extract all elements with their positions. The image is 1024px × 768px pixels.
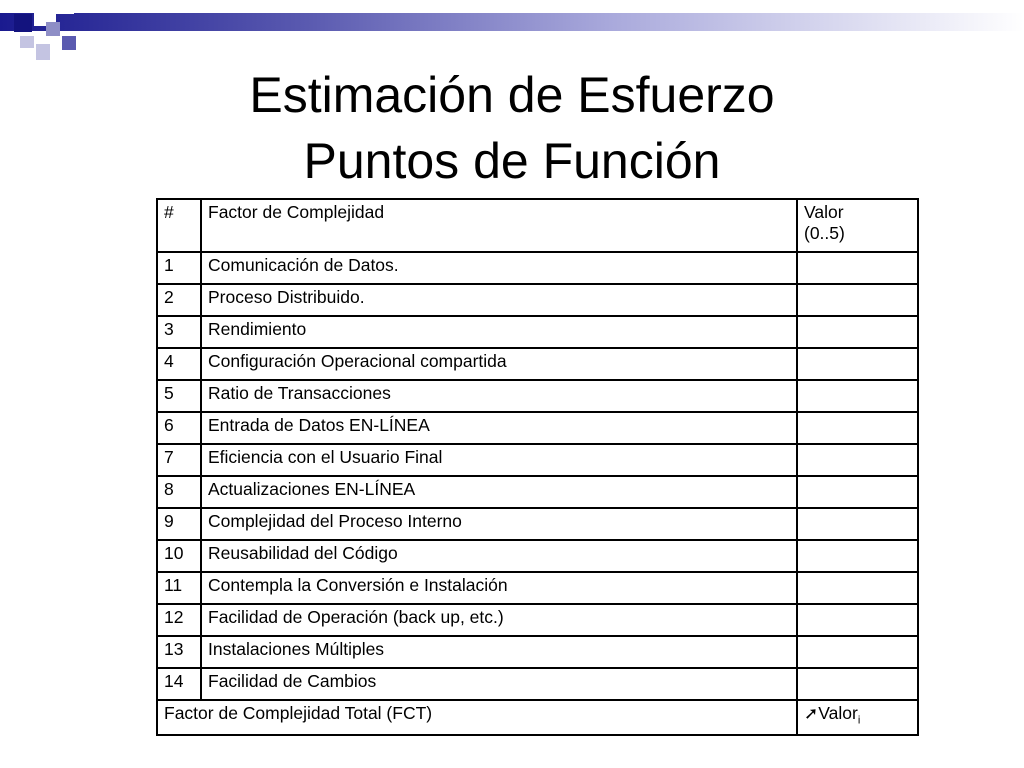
row-number: 5 <box>157 380 201 412</box>
table-row <box>157 476 918 508</box>
table-row <box>157 252 918 284</box>
header-value-line-1: Valor <box>804 202 844 222</box>
row-number: 14 <box>157 668 201 700</box>
row-value <box>797 316 918 348</box>
row-number: 1 <box>157 252 201 284</box>
row-number: 2 <box>157 284 201 316</box>
row-number: 11 <box>157 572 201 604</box>
slide-title <box>0 62 1024 194</box>
table-header-row <box>157 199 918 252</box>
table-row <box>157 604 918 636</box>
table-row <box>157 540 918 572</box>
row-factor: Configuración Operacional compartida <box>201 348 797 380</box>
header-gradient-bar <box>0 13 1024 31</box>
table-row <box>157 508 918 540</box>
row-number: 7 <box>157 444 201 476</box>
decorative-square <box>14 14 32 32</box>
row-factor: Facilidad de Cambios <box>201 668 797 700</box>
row-value <box>797 412 918 444</box>
table-row <box>157 316 918 348</box>
table-row <box>157 668 918 700</box>
row-value <box>797 444 918 476</box>
table-row <box>157 636 918 668</box>
row-factor: Entrada de Datos EN-LÍNEA <box>201 412 797 444</box>
row-factor: Instalaciones Múltiples <box>201 636 797 668</box>
table-row <box>157 348 918 380</box>
row-factor: Eficiencia con el Usuario Final <box>201 444 797 476</box>
row-value <box>797 508 918 540</box>
decorative-square <box>20 36 34 48</box>
row-number: 3 <box>157 316 201 348</box>
row-number: 12 <box>157 604 201 636</box>
footer-total-value <box>797 700 918 735</box>
row-value <box>797 572 918 604</box>
table-footer-row <box>157 700 918 735</box>
row-factor: Facilidad de Operación (back up, etc.) <box>201 604 797 636</box>
footer-sum-label: Valor <box>818 703 858 723</box>
decorative-square <box>46 22 60 36</box>
row-factor: Complejidad del Proceso Interno <box>201 508 797 540</box>
row-value <box>797 284 918 316</box>
row-factor: Ratio de Transacciones <box>201 380 797 412</box>
slide-title-line-2: Puntos de Función <box>303 133 721 189</box>
row-number: 13 <box>157 636 201 668</box>
complexity-factors-table <box>156 198 919 736</box>
row-value <box>797 252 918 284</box>
row-factor: Comunicación de Datos. <box>201 252 797 284</box>
row-value <box>797 348 918 380</box>
row-factor: Actualizaciones EN-LÍNEA <box>201 476 797 508</box>
row-value <box>797 540 918 572</box>
row-number: 10 <box>157 540 201 572</box>
row-value <box>797 668 918 700</box>
row-value <box>797 604 918 636</box>
decorative-square <box>56 0 74 14</box>
row-factor: Proceso Distribuido. <box>201 284 797 316</box>
row-value <box>797 380 918 412</box>
row-number: 6 <box>157 412 201 444</box>
row-number: 4 <box>157 348 201 380</box>
header-value <box>797 199 918 252</box>
table-row <box>157 284 918 316</box>
table-row <box>157 444 918 476</box>
table-row <box>157 572 918 604</box>
header-factor: Factor de Complejidad <box>201 199 797 252</box>
row-factor: Reusabilidad del Código <box>201 540 797 572</box>
sum-arrow-icon: ➚ <box>804 704 819 723</box>
row-factor: Rendimiento <box>201 316 797 348</box>
decorative-square <box>62 36 76 50</box>
slide-title-line-1: Estimación de Esfuerzo <box>249 67 775 123</box>
row-value <box>797 636 918 668</box>
row-value <box>797 476 918 508</box>
row-factor: Contempla la Conversión e Instalación <box>201 572 797 604</box>
footer-total-label: Factor de Complejidad Total (FCT) <box>157 700 797 735</box>
row-number: 9 <box>157 508 201 540</box>
decorative-square <box>36 44 50 60</box>
footer-sum-subscript: i <box>857 714 861 727</box>
table-row <box>157 412 918 444</box>
row-number: 8 <box>157 476 201 508</box>
header-number: # <box>157 199 201 252</box>
table-row <box>157 380 918 412</box>
header-value-line-2: (0..5) <box>804 223 845 243</box>
